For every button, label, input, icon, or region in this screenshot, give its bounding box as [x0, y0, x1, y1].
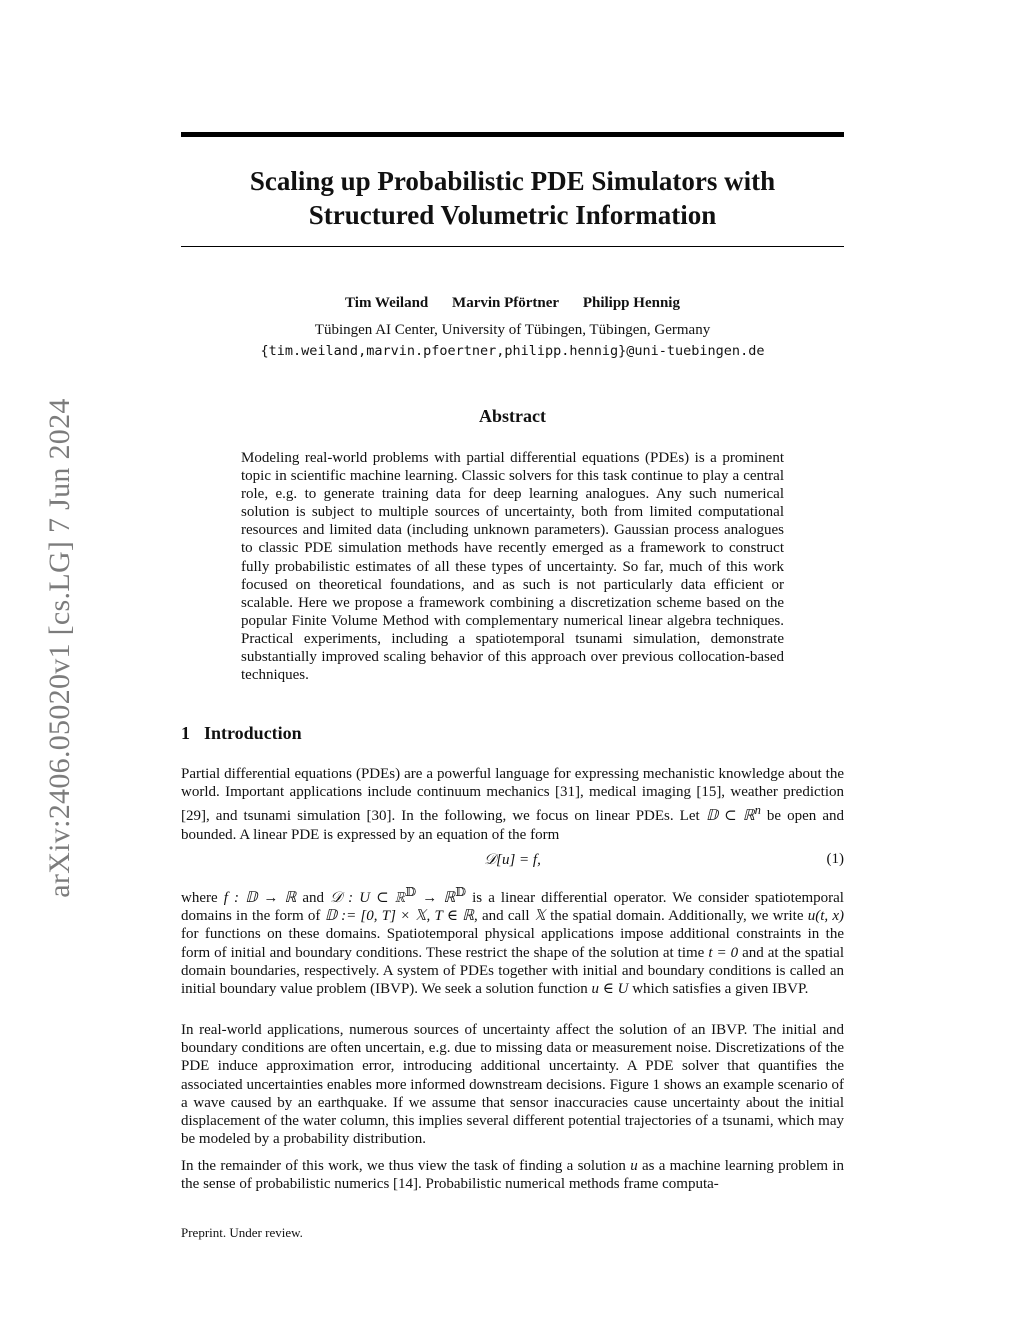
author-list	[181, 295, 844, 312]
affiliation: Tübingen AI Center, University of Tübingen, Tübingen, Germany	[314, 322, 711, 338]
text-run: is a linear differential operator. We consider spatiotemporal domains in the form of	[181, 890, 844, 925]
paper-title	[181, 164, 844, 232]
author-1: Tim Weiland	[345, 295, 429, 311]
text-run: where	[181, 890, 224, 906]
math-superscript: n	[754, 803, 761, 818]
text-run: which satisfies a given IBVP.	[628, 981, 809, 998]
math-inline: 𝕏	[533, 908, 546, 925]
equation-number: (1)	[826, 851, 844, 867]
text-run: be open and bounded. A linear PDE is expressed by an equation of the form	[181, 808, 844, 843]
abstract-text: Modeling real-world problems with partial differential equations (PDEs) is a prominent topic in scientific machine learning. Classic solvers for this task continue to play a central role, e.g. to generate training data for deep learning analogues. Any such numerical solution is subject to multiple sources of uncertainty, both from limited computational resources and limited data (including unknown parameters). Gaussian process analogues to classic PDE simulation methods have recently emerged as a framework to construct fully probabilistic estimates of all these types of uncertainty. So far, much of this work focused on theoretical foundations, and as such is not particularly data efficient or scalable. Here we propose a framework combining a discretization scheme based on the popular Finite Volume Method with complementary numerical linear algebra techniques. Practical experiments, including a spatiotemporal tsunami simulation, demonstrate substantially improved scaling behavior of this approach over previous collocation-based techniques.	[241, 450, 784, 684]
section-heading-introduction	[181, 723, 302, 744]
equation-1	[181, 851, 844, 871]
intro-paragraph-2	[181, 883, 844, 998]
math-inline: 𝔻 := [0, T] × 𝕏, T ∈ ℝ	[324, 908, 475, 925]
text-run: Partial differential equations (PDEs) are a powerful language for expressing mechanistic knowledge about the world. Important applications include continuum mechanics [31], medical imaging [15], weather prediction [29], and tsunami simulation [30]. In the following, we focus on linear PDEs. Let	[181, 766, 844, 825]
text-run: for functions on these domains. Spatiotemporal physical applications impose additional constraints in the form of initial and boundary conditions. These restrict the shape of the solution at time	[181, 926, 844, 961]
title-bottom-rule	[181, 246, 844, 247]
intro-paragraph-3: In real-world applications, numerous sources of uncertainty affect the solution of an IBVP. The initial and boundary conditions are often uncertain, e.g. due to missing data or measurement noise. Discretizations of the PDE induce approximation error, introducing additional uncertainty. A PDE solver that quantifies the associated uncertainties enables more informed downstream decisions. Figure 1 shows an example scenario of a wave caused by an earthquake. If we assume that sensor inaccuracies cause uncertainty about the initial displacement of the water column, this implies several different potential trajectories of a tsunami, which may be modeled by a probability distribution.	[181, 1022, 844, 1148]
text-run: , and call	[474, 908, 534, 925]
author-emails: {tim.weiland,marvin.pfoertner,philipp.hennig}@uni-tuebingen.de	[260, 343, 765, 359]
text-run: the spatial domain. Additionally, we write	[545, 908, 808, 925]
intro-paragraph-1	[181, 765, 844, 844]
author-2: Marvin Pförtner	[452, 295, 560, 311]
math-inline: f : 𝔻 → ℝ	[223, 890, 297, 906]
math-inline: t = 0	[708, 944, 739, 961]
preprint-footer: Preprint. Under review.	[181, 1225, 303, 1240]
math-superscript: 𝔻	[405, 885, 417, 899]
title-line-2: Structured Volumetric Information	[308, 200, 717, 230]
abstract-heading: Abstract	[479, 406, 546, 426]
author-3: Philipp Hennig	[582, 295, 680, 311]
text-run: and at the spatial domain boundaries, respectively. A system of PDEs together with initial and boundary conditions is called an initial boundary value problem (IBVP). We seek a solution function	[181, 944, 844, 998]
math-inline: → ℝ	[416, 890, 456, 906]
text-run: as a machine learning problem in the sense of probabilistic numerics [14]. Probabilistic numerical methods frame computa-	[181, 1158, 845, 1193]
math-inline: 𝔻 ⊂ ℝ	[705, 808, 755, 825]
intro-paragraph-4	[181, 1157, 844, 1193]
math-inline: u ∈ U	[591, 981, 629, 998]
math-inline: 𝒟 : U ⊂ ℝ	[330, 890, 406, 906]
title-line-1: Scaling up Probabilistic PDE Simulators with	[249, 166, 776, 196]
section-number: 1	[181, 723, 190, 743]
math-inline: u(t, x)	[807, 908, 844, 925]
equation-body: 𝒟[u] = f,	[484, 852, 541, 868]
math-inline: u	[630, 1158, 638, 1174]
text-run: and	[296, 890, 331, 906]
math-superscript: 𝔻	[455, 885, 467, 899]
section-title: Introduction	[204, 723, 302, 743]
title-top-rule	[181, 132, 844, 137]
arxiv-identifier: arXiv:2406.05020v1 [cs.LG] 7 Jun 2024	[43, 398, 76, 898]
text-run: In the remainder of this work, we thus view the task of finding a solution	[181, 1158, 631, 1174]
